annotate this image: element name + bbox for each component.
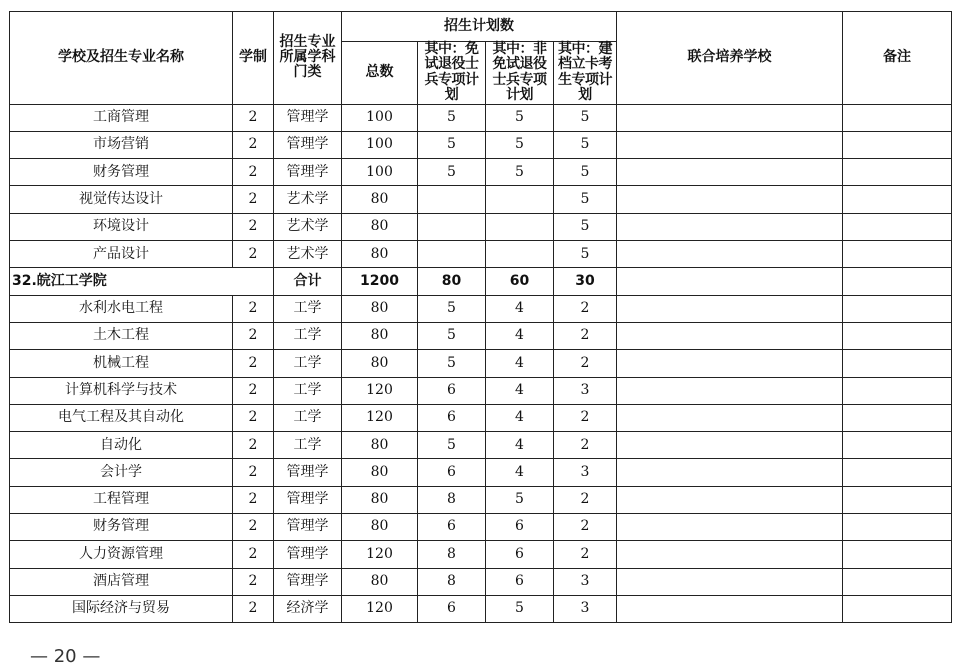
category-cell: 工学 — [274, 432, 342, 459]
poverty-cell: 5 — [554, 213, 617, 240]
joint-school-cell — [617, 159, 843, 186]
table-row — [10, 131, 952, 158]
category-cell: 管理学 — [274, 159, 342, 186]
major-name: 工程管理 — [10, 486, 233, 513]
poverty-cell: 5 — [554, 131, 617, 158]
total-cell: 80 — [342, 295, 418, 322]
duration-cell: 2 — [233, 595, 274, 622]
joint-school-cell — [617, 268, 843, 295]
col-header-non-exempt-veterans: 其中：非免试退役士兵专项计划 — [486, 42, 554, 105]
joint-school-cell — [617, 595, 843, 622]
category-cell: 工学 — [274, 377, 342, 404]
col-header-remark: 备注 — [843, 12, 952, 105]
joint-school-cell — [617, 241, 843, 268]
total-cell: 80 — [342, 459, 418, 486]
total-cell: 80 — [342, 186, 418, 213]
exempt-cell: 6 — [418, 514, 486, 541]
col-header-poverty: 其中：建档立卡考生专项计划 — [554, 42, 617, 105]
summary-non-exempt: 60 — [486, 268, 554, 295]
total-cell: 80 — [342, 241, 418, 268]
total-cell: 80 — [342, 514, 418, 541]
category-cell: 艺术学 — [274, 186, 342, 213]
category-cell: 工学 — [274, 295, 342, 322]
total-cell: 100 — [342, 131, 418, 158]
joint-school-cell — [617, 295, 843, 322]
remark-cell — [843, 404, 952, 431]
major-name: 环境设计 — [10, 213, 233, 240]
exempt-cell: 8 — [418, 568, 486, 595]
remark-cell — [843, 159, 952, 186]
major-name: 产品设计 — [10, 241, 233, 268]
table-row — [10, 595, 952, 622]
poverty-cell: 5 — [554, 159, 617, 186]
duration-cell: 2 — [233, 432, 274, 459]
duration-cell: 2 — [233, 104, 274, 131]
exempt-cell: 5 — [418, 432, 486, 459]
duration-cell: 2 — [233, 568, 274, 595]
non-exempt-cell: 6 — [486, 568, 554, 595]
remark-cell — [843, 514, 952, 541]
non-exempt-cell: 6 — [486, 541, 554, 568]
duration-cell: 2 — [233, 377, 274, 404]
exempt-cell: 5 — [418, 131, 486, 158]
remark-cell — [843, 186, 952, 213]
summary-total: 1200 — [342, 268, 418, 295]
table-row — [10, 350, 952, 377]
non-exempt-cell: 4 — [486, 322, 554, 349]
poverty-cell: 5 — [554, 186, 617, 213]
non-exempt-cell: 4 — [486, 295, 554, 322]
major-name: 视觉传达设计 — [10, 186, 233, 213]
poverty-cell: 2 — [554, 295, 617, 322]
poverty-cell: 2 — [554, 350, 617, 377]
exempt-cell — [418, 241, 486, 268]
major-name: 会计学 — [10, 459, 233, 486]
major-name: 酒店管理 — [10, 568, 233, 595]
duration-cell: 2 — [233, 459, 274, 486]
duration-cell: 2 — [233, 295, 274, 322]
remark-cell — [843, 568, 952, 595]
joint-school-cell — [617, 322, 843, 349]
non-exempt-cell: 5 — [486, 131, 554, 158]
total-cell: 120 — [342, 404, 418, 431]
table-row — [10, 377, 952, 404]
non-exempt-cell: 5 — [486, 595, 554, 622]
category-cell: 管理学 — [274, 104, 342, 131]
exempt-cell — [418, 213, 486, 240]
major-name: 自动化 — [10, 432, 233, 459]
remark-cell — [843, 486, 952, 513]
total-cell: 100 — [342, 104, 418, 131]
major-name: 财务管理 — [10, 514, 233, 541]
category-cell: 工学 — [274, 350, 342, 377]
major-name: 土木工程 — [10, 322, 233, 349]
table-row — [10, 404, 952, 431]
poverty-cell: 5 — [554, 241, 617, 268]
table-row — [10, 432, 952, 459]
remark-cell — [843, 131, 952, 158]
category-cell: 工学 — [274, 322, 342, 349]
joint-school-cell — [617, 186, 843, 213]
remark-cell — [843, 377, 952, 404]
duration-cell: 2 — [233, 213, 274, 240]
non-exempt-cell: 4 — [486, 350, 554, 377]
exempt-cell: 6 — [418, 595, 486, 622]
poverty-cell: 3 — [554, 568, 617, 595]
joint-school-cell — [617, 486, 843, 513]
enrollment-plan-table — [9, 11, 952, 623]
poverty-cell: 3 — [554, 459, 617, 486]
total-cell: 120 — [342, 541, 418, 568]
non-exempt-cell: 4 — [486, 432, 554, 459]
non-exempt-cell: 4 — [486, 404, 554, 431]
table-row — [10, 295, 952, 322]
joint-school-cell — [617, 350, 843, 377]
poverty-cell: 2 — [554, 322, 617, 349]
poverty-cell: 5 — [554, 104, 617, 131]
total-cell: 80 — [342, 350, 418, 377]
non-exempt-cell — [486, 213, 554, 240]
duration-cell: 2 — [233, 186, 274, 213]
category-cell: 管理学 — [274, 514, 342, 541]
remark-cell — [843, 322, 952, 349]
duration-cell: 2 — [233, 350, 274, 377]
table-row — [10, 159, 952, 186]
major-name: 计算机科学与技术 — [10, 377, 233, 404]
major-name: 国际经济与贸易 — [10, 595, 233, 622]
exempt-cell: 5 — [418, 350, 486, 377]
table-row — [10, 213, 952, 240]
category-cell: 管理学 — [274, 568, 342, 595]
non-exempt-cell: 5 — [486, 486, 554, 513]
major-name: 人力资源管理 — [10, 541, 233, 568]
category-cell: 经济学 — [274, 595, 342, 622]
remark-cell — [843, 595, 952, 622]
page-number: — 20 — — [30, 646, 101, 667]
duration-cell: 2 — [233, 241, 274, 268]
duration-cell: 2 — [233, 322, 274, 349]
category-cell: 管理学 — [274, 131, 342, 158]
summary-poverty: 30 — [554, 268, 617, 295]
exempt-cell: 6 — [418, 377, 486, 404]
exempt-cell: 8 — [418, 541, 486, 568]
total-cell: 120 — [342, 377, 418, 404]
poverty-cell: 2 — [554, 432, 617, 459]
category-cell: 工学 — [274, 404, 342, 431]
exempt-cell: 6 — [418, 404, 486, 431]
poverty-cell: 2 — [554, 541, 617, 568]
table-row — [10, 568, 952, 595]
major-name: 电气工程及其自动化 — [10, 404, 233, 431]
exempt-cell: 5 — [418, 295, 486, 322]
total-cell: 80 — [342, 568, 418, 595]
remark-cell — [843, 541, 952, 568]
category-cell: 管理学 — [274, 541, 342, 568]
remark-cell — [843, 104, 952, 131]
joint-school-cell — [617, 377, 843, 404]
total-cell: 80 — [342, 486, 418, 513]
poverty-cell: 3 — [554, 595, 617, 622]
duration-cell: 2 — [233, 131, 274, 158]
col-header-duration: 学制 — [233, 12, 274, 105]
col-header-joint-school: 联合培养学校 — [617, 12, 843, 105]
joint-school-cell — [617, 131, 843, 158]
summary-exempt: 80 — [418, 268, 486, 295]
poverty-cell: 2 — [554, 514, 617, 541]
joint-school-cell — [617, 541, 843, 568]
exempt-cell: 5 — [418, 159, 486, 186]
joint-school-cell — [617, 404, 843, 431]
joint-school-cell — [617, 432, 843, 459]
poverty-cell: 2 — [554, 486, 617, 513]
col-header-plan-group: 招生计划数 — [342, 12, 617, 42]
category-cell: 艺术学 — [274, 241, 342, 268]
school-summary-row — [10, 268, 952, 295]
joint-school-cell — [617, 568, 843, 595]
non-exempt-cell: 6 — [486, 514, 554, 541]
remark-cell — [843, 268, 952, 295]
table-row — [10, 459, 952, 486]
duration-cell: 2 — [233, 159, 274, 186]
non-exempt-cell: 4 — [486, 377, 554, 404]
duration-cell: 2 — [233, 404, 274, 431]
school-name: 32.皖江工学院 — [10, 268, 274, 295]
remark-cell — [843, 295, 952, 322]
joint-school-cell — [617, 459, 843, 486]
remark-cell — [843, 432, 952, 459]
table-row — [10, 241, 952, 268]
exempt-cell: 5 — [418, 104, 486, 131]
major-name: 水利水电工程 — [10, 295, 233, 322]
total-cell: 80 — [342, 213, 418, 240]
remark-cell — [843, 350, 952, 377]
table-body — [10, 104, 952, 623]
exempt-cell: 5 — [418, 322, 486, 349]
col-header-school-major: 学校及招生专业名称 — [10, 12, 233, 105]
major-name: 机械工程 — [10, 350, 233, 377]
summary-label: 合计 — [274, 268, 342, 295]
remark-cell — [843, 241, 952, 268]
duration-cell: 2 — [233, 514, 274, 541]
major-name: 市场营销 — [10, 131, 233, 158]
remark-cell — [843, 213, 952, 240]
exempt-cell: 8 — [418, 486, 486, 513]
total-cell: 100 — [342, 159, 418, 186]
duration-cell: 2 — [233, 541, 274, 568]
table-row — [10, 486, 952, 513]
header-row-1 — [10, 12, 952, 42]
col-header-exempt-veterans: 其中：免试退役士兵专项计划 — [418, 42, 486, 105]
major-name: 财务管理 — [10, 159, 233, 186]
total-cell: 80 — [342, 322, 418, 349]
poverty-cell: 3 — [554, 377, 617, 404]
poverty-cell: 2 — [554, 404, 617, 431]
remark-cell — [843, 459, 952, 486]
exempt-cell — [418, 186, 486, 213]
major-name: 工商管理 — [10, 104, 233, 131]
joint-school-cell — [617, 213, 843, 240]
non-exempt-cell: 5 — [486, 104, 554, 131]
table-row — [10, 104, 952, 131]
exempt-cell: 6 — [418, 459, 486, 486]
col-header-total: 总数 — [342, 42, 418, 105]
col-header-category: 招生专业所属学科门类 — [274, 12, 342, 105]
duration-cell: 2 — [233, 486, 274, 513]
total-cell: 80 — [342, 432, 418, 459]
total-cell: 120 — [342, 595, 418, 622]
category-cell: 管理学 — [274, 459, 342, 486]
joint-school-cell — [617, 514, 843, 541]
non-exempt-cell: 5 — [486, 159, 554, 186]
non-exempt-cell — [486, 186, 554, 213]
table-row — [10, 186, 952, 213]
non-exempt-cell: 4 — [486, 459, 554, 486]
table-row — [10, 541, 952, 568]
table-row — [10, 322, 952, 349]
joint-school-cell — [617, 104, 843, 131]
non-exempt-cell — [486, 241, 554, 268]
category-cell: 管理学 — [274, 486, 342, 513]
table-row — [10, 514, 952, 541]
category-cell: 艺术学 — [274, 213, 342, 240]
